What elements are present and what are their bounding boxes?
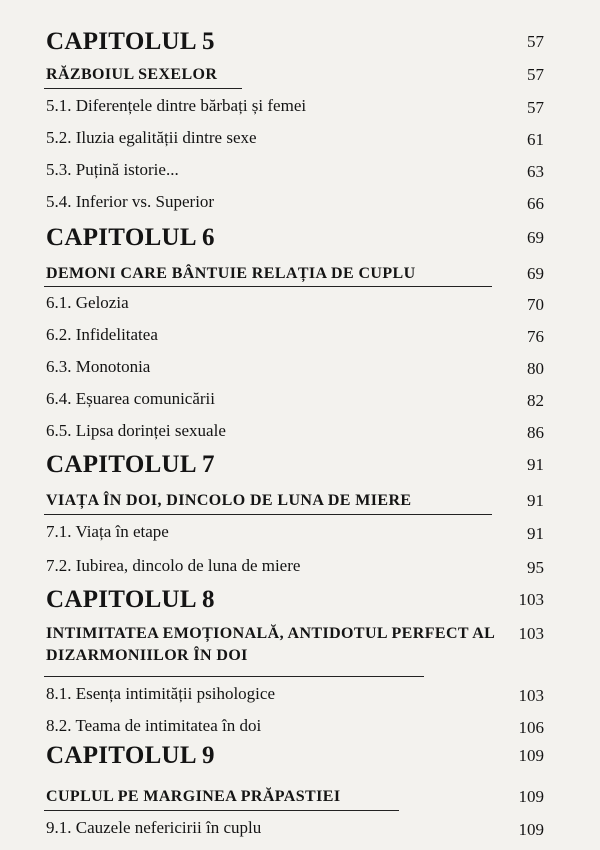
page-number: 57	[527, 65, 544, 84]
page-number: 106	[518, 718, 544, 737]
page-number: 66	[527, 194, 544, 213]
page-number: 76	[527, 327, 544, 346]
chapter-title: INTIMITATEA EMOȚIONALĂ, ANTIDOTUL PERFECT AL DIZARMONIILOR ÎN DOI	[46, 625, 495, 664]
page-number: 91	[527, 524, 544, 543]
section-title: 6.3. Monotonia	[46, 357, 151, 376]
chapter-title: DEMONI CARE BÂNTUIE RELAȚIA DE CUPLU	[46, 265, 416, 282]
page-number: 103	[518, 590, 544, 609]
page-number: 103	[518, 624, 544, 643]
page-number: 63	[527, 162, 544, 181]
section-title: 6.4. Eșuarea comunicării	[46, 389, 215, 408]
chapter-title: CUPLUL PE MARGINEA PRĂPASTIEI	[46, 788, 341, 805]
title-underline	[44, 810, 399, 811]
page-number: 103	[518, 686, 544, 705]
page-number: 57	[527, 98, 544, 117]
section-title: 7.2. Iubirea, dincolo de luna de miere	[46, 556, 301, 575]
page-number: 82	[527, 391, 544, 410]
section-title: 5.1. Diferențele dintre bărbați și femei	[46, 96, 307, 115]
page-number: 91	[527, 455, 544, 474]
page-number: 69	[527, 228, 544, 247]
page-number: 109	[518, 820, 544, 839]
title-underline	[44, 286, 492, 287]
section-title: 5.2. Iluzia egalității dintre sexe	[46, 128, 257, 147]
section-title: 9.1. Cauzele nefericirii în cuplu	[46, 818, 262, 837]
title-underline	[44, 514, 492, 515]
section-title: 8.2. Teama de intimitatea în doi	[46, 716, 262, 735]
chapter-title: VIAȚA ÎN DOI, DINCOLO DE LUNA DE MIERE	[46, 492, 412, 509]
chapter-heading: CAPITOLUL 6	[46, 224, 215, 251]
chapter-heading: CAPITOLUL 7	[46, 451, 215, 478]
section-title: 5.3. Puțină istorie...	[46, 160, 179, 179]
section-title: 7.1. Viața în etape	[46, 522, 169, 541]
section-title: 6.1. Gelozia	[46, 293, 129, 312]
title-underline	[44, 676, 424, 677]
chapter-heading: CAPITOLUL 5	[46, 28, 215, 55]
title-underline	[44, 88, 242, 89]
page-number: 69	[527, 264, 544, 283]
section-title: 6.5. Lipsa dorinței sexuale	[46, 421, 226, 440]
page-number: 70	[527, 295, 544, 314]
section-title: 8.1. Esența intimității psihologice	[46, 684, 275, 703]
chapter-heading: CAPITOLUL 9	[46, 742, 215, 769]
page-number: 95	[527, 558, 544, 577]
page-number: 86	[527, 423, 544, 442]
page-number: 109	[518, 746, 544, 765]
page-number: 91	[527, 491, 544, 510]
page-number: 80	[527, 359, 544, 378]
section-title: 5.4. Inferior vs. Superior	[46, 192, 215, 211]
chapter-title: RĂZBOIUL SEXELOR	[46, 66, 218, 83]
chapter-heading: CAPITOLUL 8	[46, 586, 215, 613]
section-title: 6.2. Infidelitatea	[46, 325, 158, 344]
page-number: 57	[527, 32, 544, 51]
page-number: 109	[518, 787, 544, 806]
page-number: 61	[527, 130, 544, 149]
